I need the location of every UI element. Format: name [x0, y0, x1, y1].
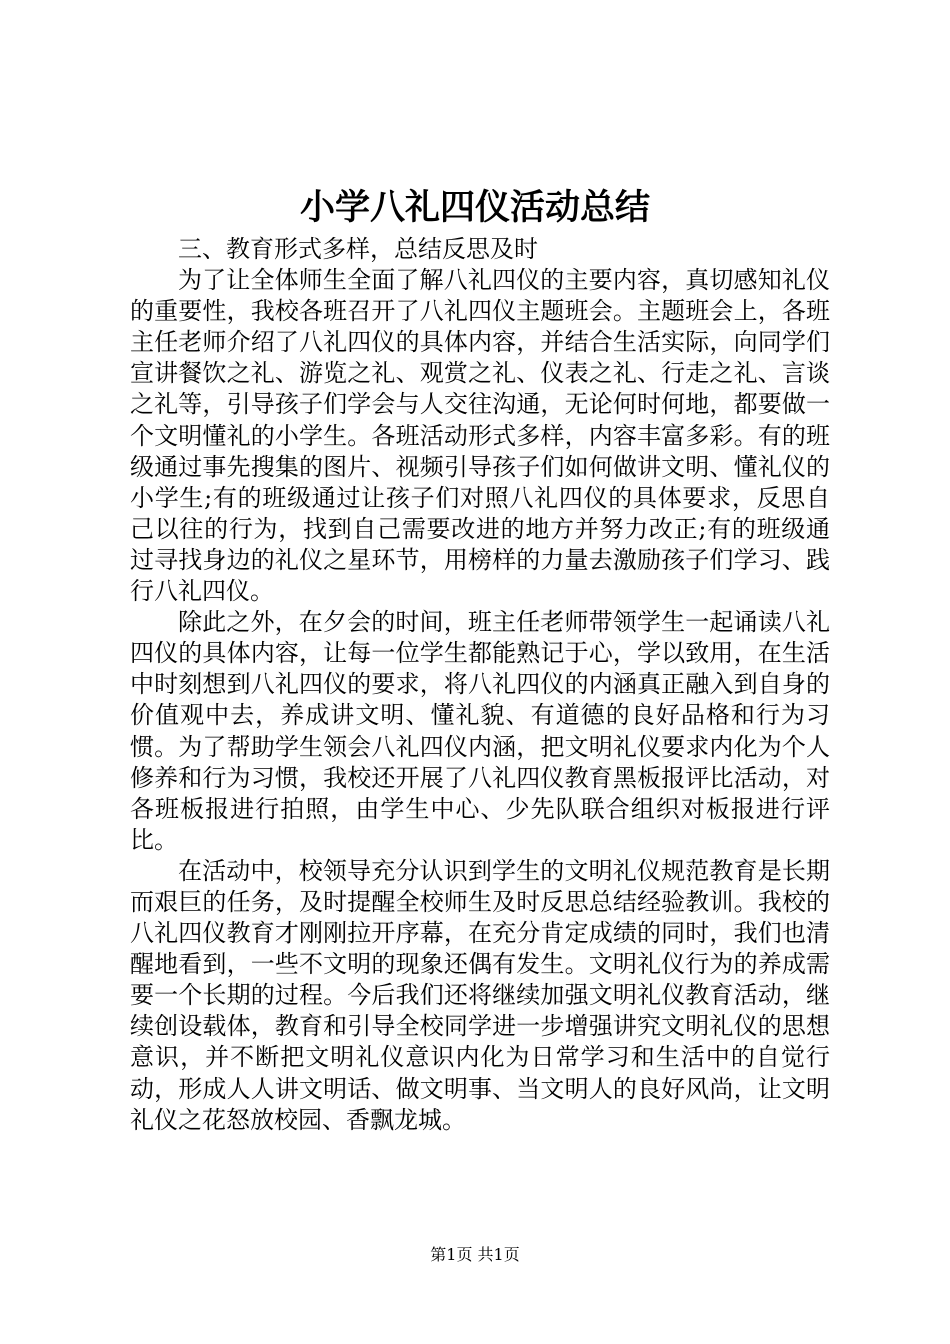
page-number-footer: 第1页 共1页 — [430, 1245, 520, 1264]
paragraph: 为了让全体师生全面了解八礼四仪的主要内容，真切感知礼仪的重要性，我校各班召开了八礼四仪主题班会。主题班会上，各班主任老师介绍了八礼四仪的具体内容，并结合生活实际，向同学们宣讲餐饮之礼、游览之礼、观赏之礼、仪表之礼、行走之礼、言谈之礼等，引导孩子们学会与人交往沟通，无论何时何地，都要做一个文明懂礼的小学生。各班活动形式多样，内容丰富多彩。有的班级通过事先搜集的图片、视频引导孩子们如何做讲文明、懂礼仪的小学生;有的班级通过让孩子们对照八礼四仪的具体要求，反思自己以往的行为，找到自己需要改进的地方并努力改正;有的班级通过寻找身边的礼仪之星环节，用榜样的力量去激励孩子们学习、践行八礼四仪。 — [130, 266, 830, 606]
section-heading: 三、教育形式多样，总结反思及时 — [178, 235, 538, 263]
document-title: 小学八礼四仪活动总结 — [299, 188, 650, 228]
paragraph: 在活动中，校领导充分认识到学生的文明礼仪规范教育是长期而艰巨的任务，及时提醒全校师生及时反思总结经验教训。我校的八礼四仪教育才刚刚拉开序幕，在充分肯定成绩的同时，我们也清醒地看到，一些不文明的现象还偶有发生。文明礼仪行为的养成需要一个长期的过程。今后我们还将继续加强文明礼仪教育活动，继续创设载体，教育和引导全校同学进一步增强讲究文明礼仪的思想意识，并不断把文明礼仪意识内化为日常学习和生活中的自觉行动，形成人人讲文明话、做文明事、当文明人的良好风尚，让文明礼仪之花怒放校园、香飘龙城。 — [130, 856, 830, 1134]
paragraph: 除此之外，在夕会的时间，班主任老师带领学生一起诵读八礼四仪的具体内容，让每一位学生都能熟记于心，学以致用，在生活中时刻想到八礼四仪的要求，将八礼四仪的内涵真正融入到自身的价值观中去，养成讲文明、懂礼貌、有道德的良好品格和行为习惯。为了帮助学生领会八礼四仪内涵，把文明礼仪要求内化为个人修养和行为习惯，我校还开展了八礼四仪教育黑板报评比活动，对各班板报进行拍照，由学生中心、少先队联合组织对板报进行评比。 — [130, 608, 830, 854]
document-body — [130, 234, 830, 1136]
